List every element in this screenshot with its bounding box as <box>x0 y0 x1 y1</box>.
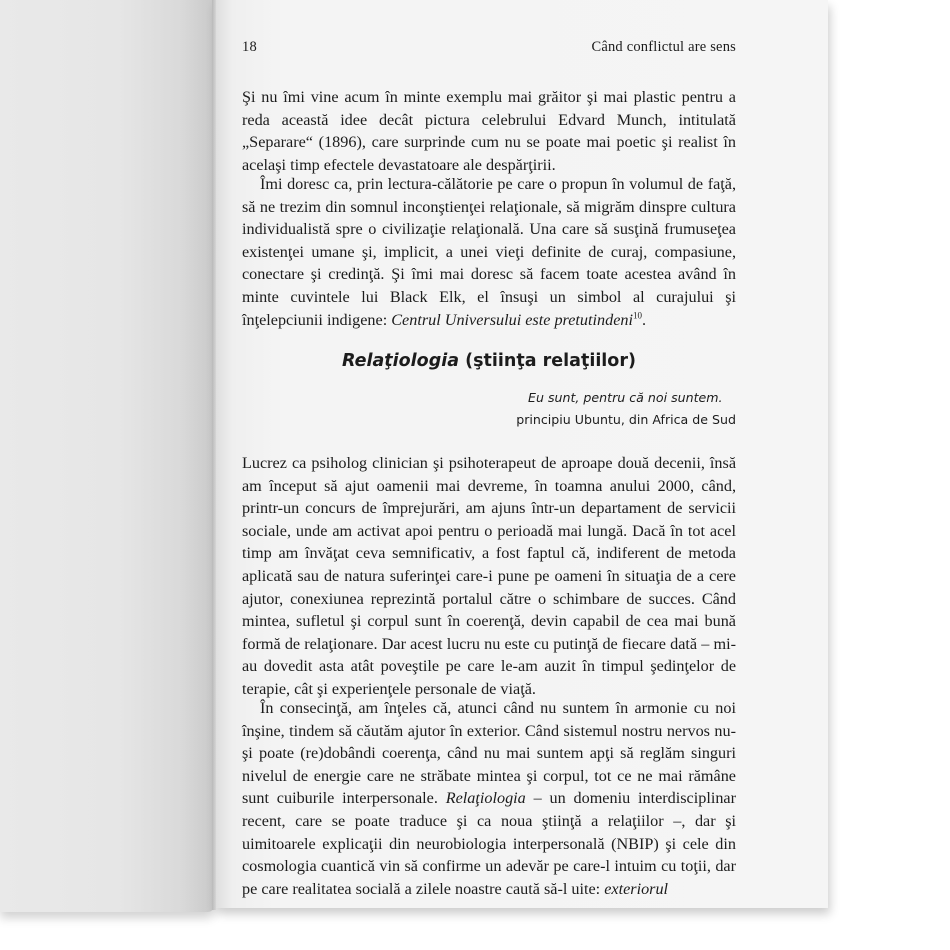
paragraph-2-end: . <box>641 310 647 329</box>
running-head <box>242 39 736 59</box>
running-head-title: Când conflictul are sens <box>591 39 736 55</box>
exteriorul-term: exteriorul <box>604 879 669 898</box>
paragraph-1: Şi nu îmi vine acum în minte exemplu mai grăitor şi mai plastic pentru a reda această idee decât pictura celebrului Edvard Munch, intitulată „Separare“ (1896), care surprinde cum nu se poate mai poetic şi realist în acelaşi timp efectele devastatoare ale despărţirii. <box>242 88 736 174</box>
section-heading <box>242 351 736 371</box>
paragraph-3: Lucrez ca psiholog clinician şi psihoterapeut de aproape două decenii, însă am început să ajut oamenii mai devreme, în toamna anului 2000, când, printr-un concurs de împrejurări, am ajuns într-un departament de servicii sociale, unde am activat apoi pentru o perioadă mai lungă. Dacă în tot acel timp am învăţat ceva semnificativ, a fost faptul că, indiferent de metoda aplicată sau de natura suferinţei care-i pune pe oameni în situaţia de a cere ajutor, conexiunea reprezintă portalul către o schimbare de succes. Când mintea, sufletul şi corpul sunt în coerenţă, devin capabil de cea mai bună formă de relaţionare. Dar acest lucru nu este cu putinţă de fiecare dată – mi-au dovedit asta atât poveştile pe care le-am auzit în timpul şedinţelor de terapie, cât şi experienţele personale de viaţă. <box>242 454 736 698</box>
relatiologia-term: Relaţiologia <box>445 789 526 808</box>
section-heading-regular: (ştiinţa relaţiilor) <box>459 351 636 371</box>
paragraph-2 <box>242 173 736 331</box>
paragraph-4-text-b: – un domeniu interdisciplinar recent, care se poate traduce şi ca noua ştiinţă a relaţiilor –, dar şi uimitoarele explicaţii din neurobiologia interpersonală (NBIP) şi cele din cosmologia cuantică vin să confirme un adevăr pe care-l intuim cu toţii, dar pe care realitatea socială a zilele noastre caută să-l uite: <box>242 789 736 898</box>
footnote-ref: 10 <box>632 310 642 321</box>
black-elk-quote: Centrul Universului este pretutindeni <box>391 310 633 329</box>
epigraph-quote: Eu sunt, pentru că noi suntem. <box>528 390 723 405</box>
page-number: 18 <box>242 39 257 55</box>
book-gutter <box>212 0 216 910</box>
section-heading-italic: Relaţiologia <box>342 351 460 371</box>
left-page <box>0 0 214 912</box>
paragraph-2-text: Îmi doresc ca, prin lectura-călătorie pe care o propun în volumul de faţă, să ne trezim din somnul inconştienţei relaţionale, să migrăm dinspre cultura individualistă spre o civilizaţie relaţională. Una care să susţină frumuseţea existenţei umane şi, implicit, a unei vieţi definite de curaj, compasiune, conectare şi credinţă. Şi îmi mai doresc să facem toate acestea având în minte cuvintele lui Black Elk, el însuşi un simbol al curajului şi înţelepciunii indigene: <box>242 175 736 329</box>
epigraph <box>510 390 736 434</box>
paragraph-4 <box>242 697 736 900</box>
paragraph-4-text-a: În consecinţă, am înţeles că, atunci când nu suntem în armonie cu noi înşine, tindem să căutăm ajutor în exterior. Când sistemul nostru nervos nu-şi poate (re)dobândi coerenţa, când nu mai suntem apţi să reglăm singuri nivelul de energie care ne străbate mintea şi corpul, tot ce ne mai rămâne sunt cuiburile interpersonale. <box>242 699 736 808</box>
epigraph-source: principiu Ubuntu, din Africa de Sud <box>516 412 736 427</box>
